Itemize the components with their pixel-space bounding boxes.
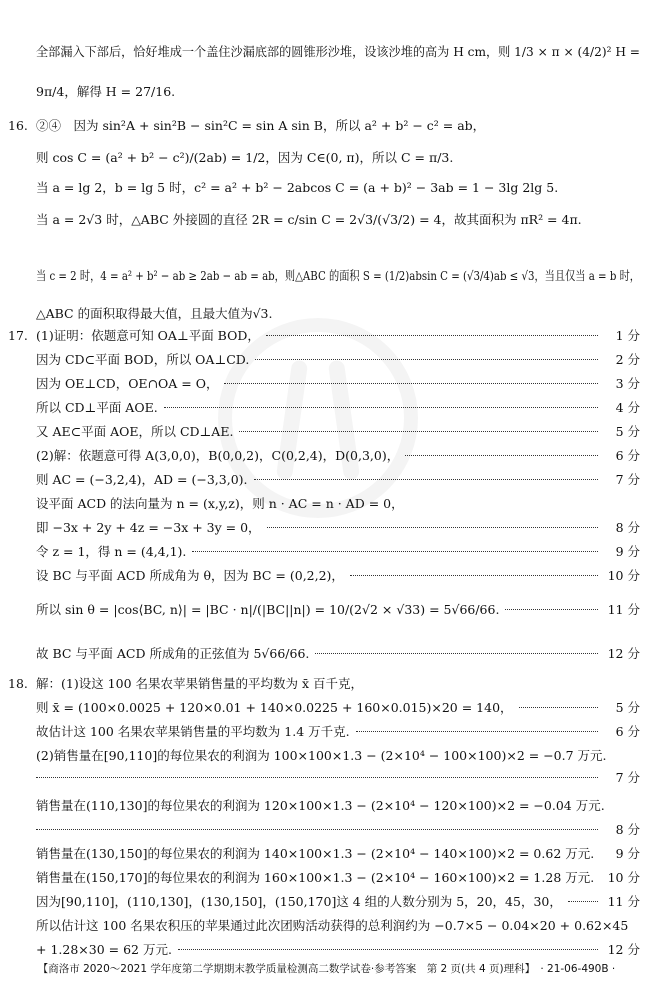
score-mark: 9 分 <box>615 544 640 559</box>
dot-leader <box>505 609 598 610</box>
dot-leader <box>36 829 598 830</box>
score-mark: 11 分 <box>607 894 640 909</box>
answer-text: 当 a = 2√3 时，△ABC 外接圆的直径 2R = c/sin C = 2√3/(√3/2) = 4，故其面积为 πR² = 4π. <box>36 212 582 227</box>
score-mark: 10 分 <box>607 870 640 885</box>
question-number: 17. <box>8 328 28 343</box>
answer-text: 设 BC 与平面 ACD 所成角为 θ，因为 BC = (0,2,2)， <box>36 568 344 583</box>
dot-leader <box>315 653 598 654</box>
dot-leader <box>164 407 598 408</box>
answer-text: 解：(1)设这 100 名果农苹果销售量的平均数为 x̄ 百千克， <box>36 676 364 691</box>
dot-leader <box>519 707 598 708</box>
answer-text: 故估计这 100 名果农苹果销售量的平均数为 1.4 万千克. <box>36 724 350 739</box>
score-mark: 7 分 <box>615 770 640 785</box>
answer-text: 销售量在(110,130]的每位果农的利润为 120×100×1.3 − (2×10⁴ − 120×100)×2 = −0.04 万元. <box>36 798 605 813</box>
score-mark: 8 分 <box>615 520 640 535</box>
question-number: 16. <box>8 118 28 133</box>
dot-leader <box>267 527 598 528</box>
question-number: 18. <box>8 676 28 691</box>
answer-text: (2)解：依题意可得 A(3,0,0)，B(0,0,2)，C(0,2,4)，D(0,3,0)， <box>36 448 400 463</box>
score-mark: 11 分 <box>607 602 640 617</box>
answer-text: (2)销售量在[90,110]的每位果农的利润为 100×100×1.3 − (2×10⁴ − 100×100)×2 = −0.7 万元. <box>36 748 607 763</box>
score-mark: 8 分 <box>615 822 640 837</box>
answer-text: ②④ 因为 sin²A + sin²B − sin²C = sin A sin B，所以 a² + b² − c² = ab， <box>36 118 486 133</box>
answer-text: 又 AE⊂平面 AOE，所以 CD⊥AE. <box>36 424 234 439</box>
dot-leader <box>255 359 598 360</box>
answer-text: 故 BC 与平面 ACD 所成角的正弦值为 5√66/66. <box>36 646 310 661</box>
score-mark: 2 分 <box>615 352 640 367</box>
answer-text: 即 −3x + 2y + 4z = −3x + 3y = 0， <box>36 520 261 535</box>
watermark-logo <box>218 318 418 518</box>
answer-text: 因为 CD⊂平面 BOD，所以 OA⊥CD. <box>36 352 250 367</box>
dot-leader <box>568 901 598 902</box>
answer-text: △ABC 的面积取得最大值，且最大值为√3. <box>36 306 273 321</box>
answer-text: 则 cos C = (a² + b² − c²)/(2ab) = 1/2，因为 C∈(0, π)，所以 C = π/3. <box>36 150 454 165</box>
answer-text: 则 AC = (−3,2,4)，AD = (−3,3,0). <box>36 472 248 487</box>
answer-text: 销售量在(150,170]的每位果农的利润为 160×100×1.3 − (2×10⁴ − 160×100)×2 = 1.28 万元. <box>36 870 595 885</box>
score-mark: 10 分 <box>607 568 640 583</box>
answer-text: 所以 sin θ = |cos⟨BC, n⟩| = |BC · n|/(|BC||n|) = 10/(2√2 × √33) = 5√66/66. <box>36 602 500 617</box>
answer-text: 9π/4，解得 H = 27/16. <box>36 84 176 99</box>
dot-leader <box>405 455 598 456</box>
score-mark: 3 分 <box>615 376 640 391</box>
answer-text: 因为[90,110]，(110,130]，(130,150]，(150,170]这 4 组的人数分别为 5，20，45，30， <box>36 894 562 909</box>
dot-leader <box>224 383 598 384</box>
score-mark: 6 分 <box>615 724 640 739</box>
dot-leader <box>239 431 598 432</box>
score-mark: 7 分 <box>615 472 640 487</box>
score-mark: 12 分 <box>607 646 640 661</box>
dot-leader <box>192 551 598 552</box>
answer-text: 所以 CD⊥平面 AOE. <box>36 400 158 415</box>
answer-text: 全部漏入下部后，恰好堆成一个盖住沙漏底部的圆锥形沙堆，设该沙堆的高为 H cm，则 1/3 × π × (4/2)² H = <box>36 44 640 59</box>
answer-text: 则 x̄ = (100×0.0025 + 120×0.01 + 140×0.0225 + 160×0.015)×20 = 140， <box>36 700 513 715</box>
score-mark: 5 分 <box>615 424 640 439</box>
page-footer: 【商洛市 2020～2021 学年度第二学期期末教学质量检测高二数学试卷·参考答案 第 2 页(共 4 页)理科】 · 21-06-490B · <box>37 963 616 975</box>
score-mark: 6 分 <box>615 448 640 463</box>
dot-leader <box>254 479 599 480</box>
dot-leader <box>36 777 598 778</box>
dot-leader <box>356 731 598 732</box>
score-mark: 1 分 <box>615 328 640 343</box>
score-mark: 4 分 <box>615 400 640 415</box>
answer-text: 设平面 ACD 的法向量为 n = (x,y,z)，则 n · AC = n · AD = 0， <box>36 496 404 511</box>
score-mark: 5 分 <box>615 700 640 715</box>
answer-text: 销售量在(130,150]的每位果农的利润为 140×100×1.3 − (2×10⁴ − 140×100)×2 = 0.62 万元. <box>36 846 595 861</box>
answer-text: + 1.28×30 = 62 万元. <box>36 942 172 957</box>
answer-text: (1)证明：依题意可知 OA⊥平面 BOD， <box>36 328 260 343</box>
answer-text: 当 c = 2 时，4 = a² + b² − ab ≥ 2ab − ab = ab，则△ABC 的面积 S = (1/2)absin C = (√3/4)ab ≤ √3，当且仅当 a = b 时， <box>36 268 640 283</box>
answer-text: 当 a = lg 2，b = lg 5 时，c² = a² + b² − 2abcos C = (a + b)² − 3ab = 1 − 3lg 2lg 5. <box>36 180 559 195</box>
dot-leader <box>350 575 598 576</box>
score-mark: 12 分 <box>607 942 640 957</box>
dot-leader <box>178 949 598 950</box>
answer-text: 令 z = 1，得 n = (4,4,1). <box>36 544 187 559</box>
dot-leader <box>266 335 598 336</box>
answer-text: 因为 OE⊥CD，OE∩OA = O， <box>36 376 219 391</box>
score-mark: 9 分 <box>615 846 640 861</box>
answer-text: 所以估计这 100 名果农积压的苹果通过此次团购活动获得的总利润约为 −0.7×5 − 0.04×20 + 0.62×45 <box>36 918 629 933</box>
